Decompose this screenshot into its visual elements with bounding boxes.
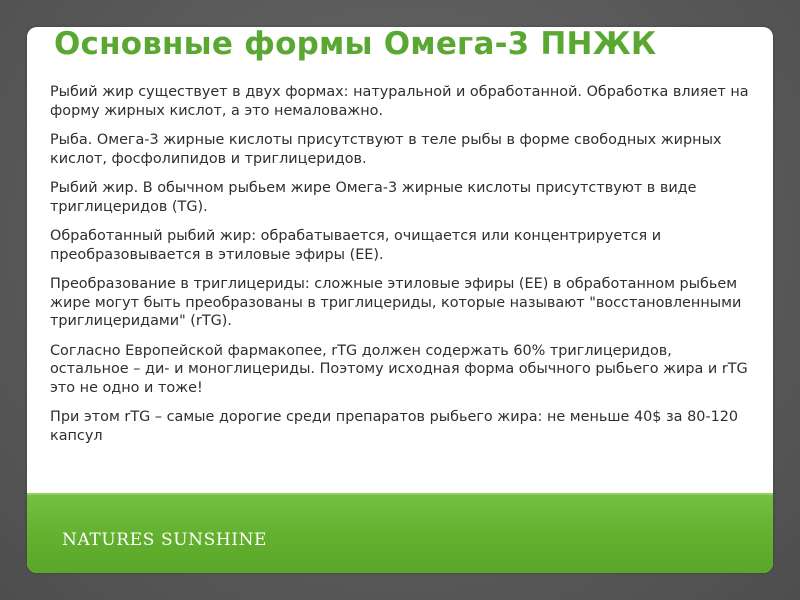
paragraph-pharmacopoeia: Согласно Европейской фармакопее, rTG должен содержать 60% триглицеридов, остальное – ди- и моноглицериды. Поэтому исходная форма обычного рыбьего жира и rTG это не одно и тоже! (50, 342, 748, 396)
paragraph-processed-oil: Обработанный рыбий жир: обрабатывается, очищается или концентрируется и преобразовывается в этиловые эфиры (EE). (50, 228, 662, 263)
paragraph-price: При этом rTG – самые дорогие среди препаратов рыбьего жира: не меньше 40$ за 80-120 капсул (50, 409, 739, 444)
paragraph-intro: Рыбий жир существует в двух формах: натуральной и обработанной. Обработка влияет на форму жирных кислот, а это немаловажно. (50, 84, 749, 119)
paragraph-fish: Рыба. Омега-3 жирные кислоты присутствуют в теле рыбы в форме свободных жирных кислот, фосфолипидов и триглицеридов. (50, 132, 722, 167)
paragraph-fish-oil: Рыбий жир. В обычном рыбьем жире Омега-3 жирные кислоты присутствуют в виде триглицеридов (TG). (50, 180, 697, 215)
slide-title: Основные формы Омега-3 ПНЖК (54, 26, 657, 62)
slide-body (50, 83, 750, 456)
footer-highlight (27, 493, 773, 495)
paragraph-conversion: Преобразование в триглицериды: сложные этиловые эфиры (EE) в обработанном рыбьем жире могут быть преобразованы в триглицериды, которые называют "восстановленными триглицеридами" (rTG). (50, 276, 742, 329)
brand-logo: NATURES SUNSHINE (62, 530, 268, 550)
